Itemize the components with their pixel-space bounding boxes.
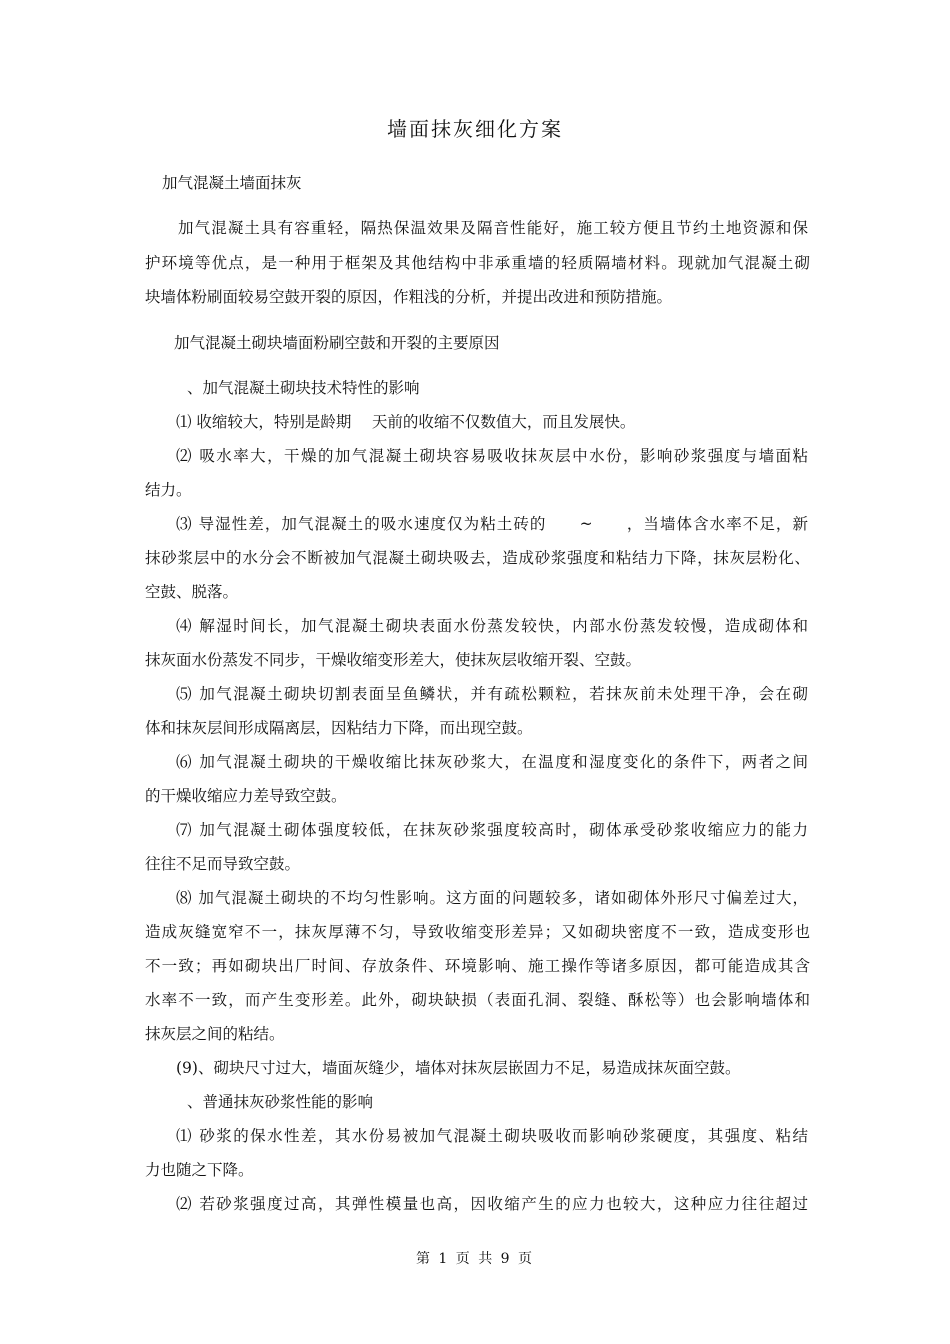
list-item-continuation: 空鼓、脱落。 bbox=[145, 583, 239, 601]
list-item-continuation: 抹灰面水份蒸发不同步，干燥收缩变形差大，使抹灰层收缩开裂、空鼓。 bbox=[145, 651, 642, 669]
list-item-continuation: 抹砂浆层中的水分会不断被加气混凝土砌块吸去，造成砂浆强度和粘结力下降，抹灰层粉化、 bbox=[145, 549, 810, 567]
list-item: ⑵ 若砂浆强度过高，其弹性模量也高，因收缩产生的应力也较大，这种应力往往超过 bbox=[176, 1195, 808, 1213]
subsection-heading: 加气混凝土砌块墙面粉刷空鼓和开裂的主要原因 bbox=[174, 334, 500, 352]
list-item-continuation: 体和抹灰层间形成隔离层，因粘结力下降，而出现空鼓。 bbox=[145, 719, 533, 737]
list-item: ⑵ 吸水率大，干燥的加气混凝土砌块容易吸收抹灰层中水份，影响砂浆强度与墙面粘 bbox=[176, 447, 808, 465]
list-item-continuation: 造成灰缝宽窄不一，抹灰厚薄不匀，导致收缩变形差异；又如砌块密度不一致，造成变形也 bbox=[145, 923, 810, 941]
list-item-continuation: 不一致；再如砌块出厂时间、存放条件、环境影响、施工操作等诸多原因，都可能造成其含 bbox=[145, 957, 810, 975]
list-item-continuation: 抹灰层之间的粘结。 bbox=[145, 1025, 285, 1043]
list-item: ⑹ 加气混凝土砌块的干燥收缩比抹灰砂浆大，在温度和湿度变化的条件下，两者之间 bbox=[176, 753, 808, 771]
page-title: 墙面抹灰细化方案 bbox=[387, 117, 563, 141]
list-item: ⑺ 加气混凝土砌体强度较低，在抹灰砂浆强度较高时，砌体承受砂浆收缩应力的能力 bbox=[176, 821, 808, 839]
list-item: ⑶ 导湿性差，加气混凝土的吸水速度仅为粘土砖的 ~ ，当墙体含水率不足，新 bbox=[176, 515, 808, 533]
list-item-continuation: 往往不足而导致空鼓。 bbox=[145, 855, 301, 873]
page-footer: 第 1 页 共 9 页 bbox=[415, 1251, 535, 1267]
list-item-continuation: 水率不一致，而产生变形差。此外，砌块缺损（表面孔洞、裂缝、酥松等）也会影响墙体和 bbox=[145, 991, 810, 1009]
list-item: ⑸ 加气混凝土砌块切割表面呈鱼鳞状，并有疏松颗粒，若抹灰前未处理干净，会在砌 bbox=[176, 685, 808, 703]
paragraph-line: 护环境等优点，是一种用于框架及其他结构中非承重墙的轻质隔墙材料。现就加气混凝土砌 bbox=[145, 254, 810, 272]
list-item: ⑴ 收缩较大，特别是龄期 天前的收缩不仅数值大，而且发展快。 bbox=[176, 413, 636, 431]
list-item-continuation: 的干燥收缩应力差导致空鼓。 bbox=[145, 787, 347, 805]
subsection-heading: 、普通抹灰砂浆性能的影响 bbox=[187, 1093, 374, 1111]
subsection-heading: 、加气混凝土砌块技术特性的影响 bbox=[187, 379, 420, 397]
list-item: ⑻ 加气混凝土砌块的不均匀性影响。这方面的问题较多，诸如砌体外形尺寸偏差过大， bbox=[176, 889, 808, 907]
list-item: (9)、砌块尺寸过大，墙面灰缝少，墙体对抹灰层嵌固力不足，易造成抹灰面空鼓。 bbox=[176, 1059, 741, 1077]
list-item-continuation: 力也随之下降。 bbox=[145, 1161, 254, 1179]
paragraph-line: 块墙体粉刷面较易空鼓开裂的原因，作粗浅的分析，并提出改进和预防措施。 bbox=[145, 288, 673, 306]
list-item: ⑴ 砂浆的保水性差，其水份易被加气混凝土砌块吸收而影响砂浆硬度，其强度、粘结 bbox=[176, 1127, 808, 1145]
section-heading: 加气混凝土墙面抹灰 bbox=[162, 174, 302, 192]
list-item-continuation: 结力。 bbox=[145, 481, 192, 499]
paragraph-line: 加气混凝土具有容重轻，隔热保温效果及隔音性能好，施工较方便且节约土地资源和保 bbox=[178, 219, 808, 237]
list-item: ⑷ 解湿时间长，加气混凝土砌块表面水份蒸发较快，内部水份蒸发较慢，造成砌体和 bbox=[176, 617, 808, 635]
